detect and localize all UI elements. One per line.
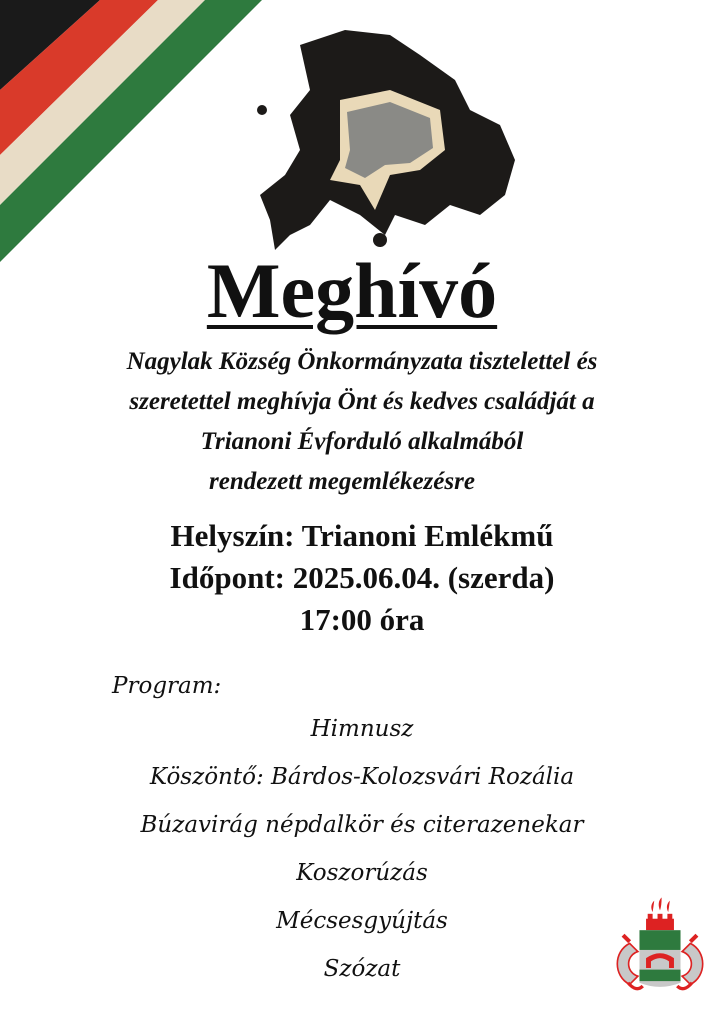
event-details	[0, 515, 724, 641]
program-item: Köszöntő: Bárdos-Kolozsvári Rozália	[149, 764, 575, 790]
program-item: Koszorúzás	[296, 860, 428, 886]
greater-hungary-map	[257, 30, 515, 250]
location: Helyszín: Trianoni Emlékmű	[170, 518, 554, 553]
intro-text	[0, 342, 724, 502]
time: 17:00 óra	[299, 602, 425, 637]
program-item: Búzavirág népdalkör és citerazenekar	[140, 812, 584, 838]
intro-line: szeretettel meghívja Önt és kedves családját a	[129, 388, 595, 415]
date: Időpont: 2025.06.04. (szerda)	[169, 560, 555, 595]
coat-of-arms-icon	[605, 890, 715, 1000]
intro-line: Nagylak Község Önkormányzata tisztelettel és	[126, 348, 598, 375]
program-item: Szózat	[323, 956, 401, 982]
page-title: Meghívó	[206, 247, 498, 334]
intro-line: rendezett megemlékezésre	[209, 468, 475, 495]
program-heading: Program:	[112, 673, 222, 699]
intro-line: Trianoni Évforduló alkalmából	[200, 428, 524, 455]
program-item: Himnusz	[310, 716, 414, 742]
program-item: Mécsesgyújtás	[276, 908, 448, 934]
hungarian-flag-ribbon	[0, 0, 724, 280]
